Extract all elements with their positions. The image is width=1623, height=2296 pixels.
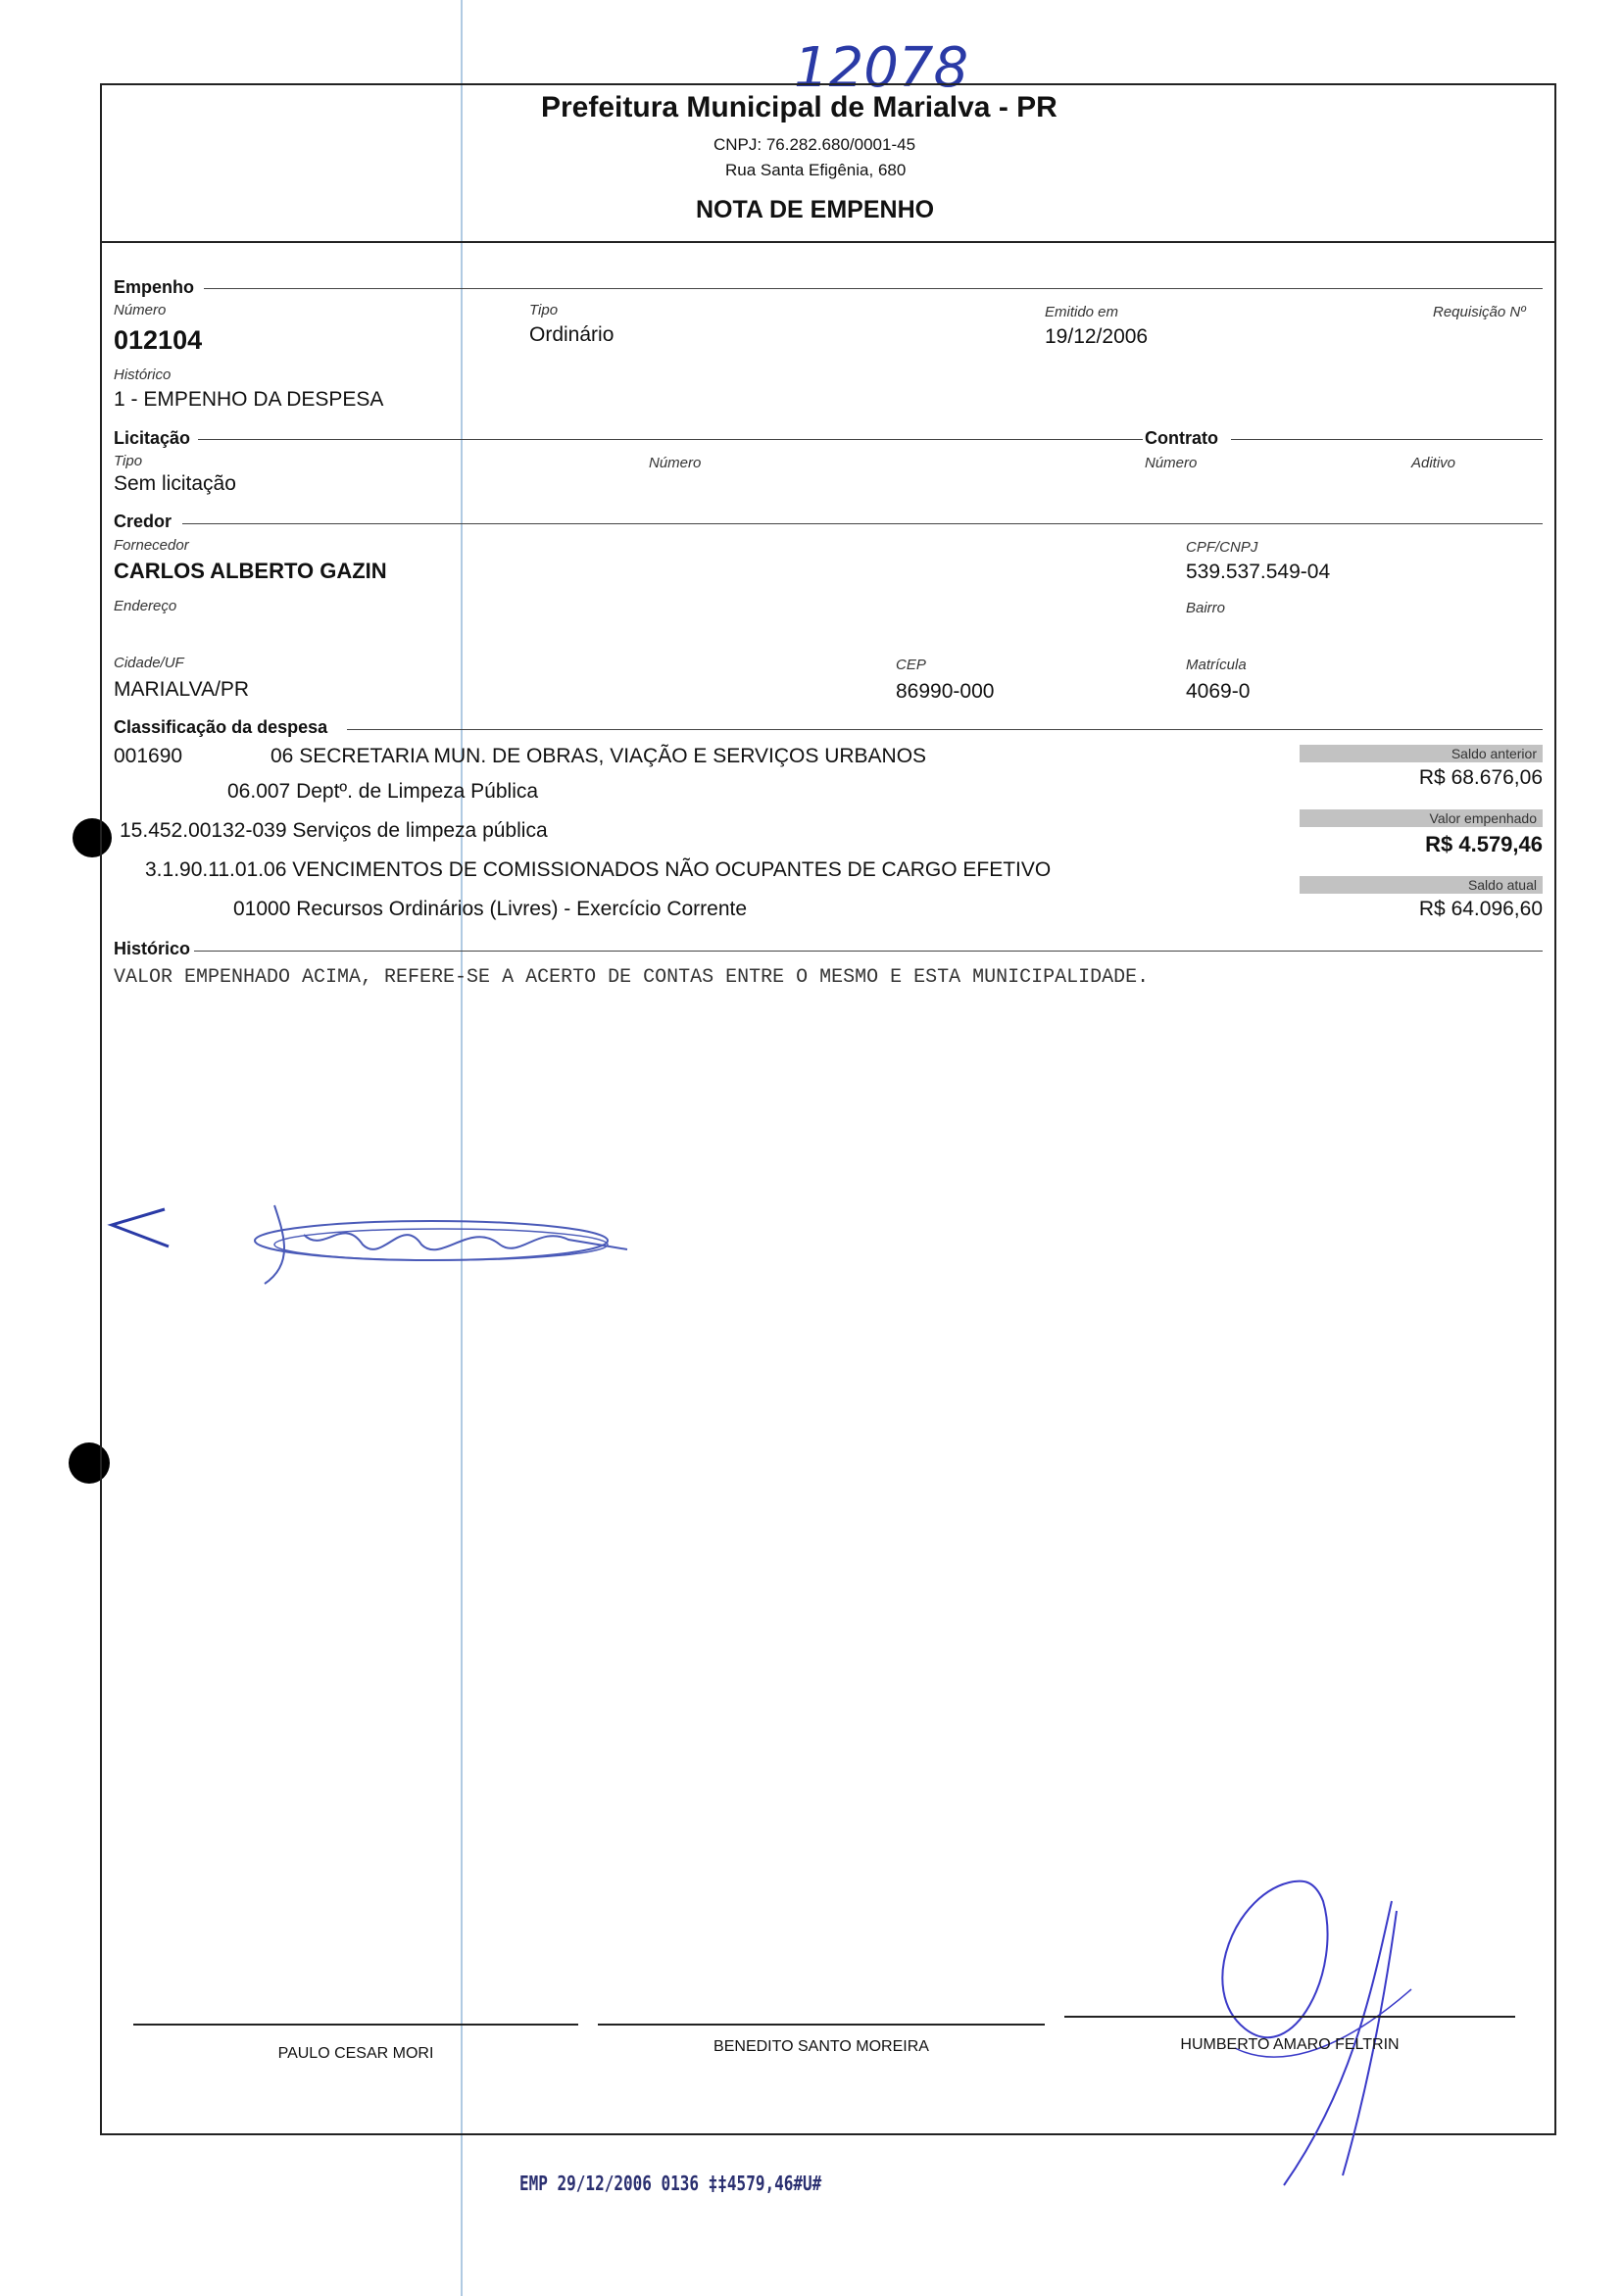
contrato-numero-label: Número xyxy=(1145,455,1198,471)
contrato-aditivo-label: Aditivo xyxy=(1411,455,1456,471)
matricula-value: 4069-0 xyxy=(1186,680,1251,703)
signature-name: PAULO CESAR MORI xyxy=(277,2045,434,2062)
departamento: 06.007 Deptº. de Limpeza Pública xyxy=(227,780,539,803)
cnpj: CNPJ: 76.282.680/0001-45 xyxy=(713,135,916,154)
handwritten-signature xyxy=(245,1196,637,1294)
section-classificacao: Classificação da despesa xyxy=(114,717,328,737)
saldo-atual-label: Saldo atual xyxy=(1300,876,1543,894)
cpf-value: 539.537.549-04 xyxy=(1186,561,1331,583)
projeto: 15.452.00132-039 Serviços de limpeza pública xyxy=(120,819,548,842)
secretaria: 06 SECRETARIA MUN. DE OBRAS, VIAÇÃO E SERVIÇOS URBANOS xyxy=(270,745,927,767)
historico-label: Histórico xyxy=(114,366,172,383)
bairro-label: Bairro xyxy=(1186,600,1226,616)
emitido-label: Emitido em xyxy=(1045,304,1119,320)
section-contrato: Contrato xyxy=(1145,428,1218,448)
cidade-value: MARIALVA/PR xyxy=(114,678,250,701)
section-rule xyxy=(182,523,1543,524)
page-title: Prefeitura Municipal de Marialva - PR xyxy=(541,91,1057,123)
classificacao-code: 001690 xyxy=(114,745,183,767)
licitacao-numero-label: Número xyxy=(649,455,702,471)
section-credor: Credor xyxy=(114,512,172,531)
elemento: 3.1.90.11.01.06 VENCIMENTOS DE COMISSIONADOS NÃO OCUPANTES DE CARGO EFETIVO xyxy=(145,858,1052,881)
empenho-historico: 1 - EMPENHO DA DESPESA xyxy=(114,388,384,411)
address: Rua Santa Efigênia, 680 xyxy=(725,161,907,179)
saldo-anterior: R$ 68.676,06 xyxy=(1418,766,1543,789)
section-rule xyxy=(194,951,1543,952)
empenho-tipo: Ordinário xyxy=(529,323,615,346)
cep-label: CEP xyxy=(896,657,926,673)
licitacao-tipo-label: Tipo xyxy=(114,453,143,469)
doc-title: NOTA DE EMPENHO xyxy=(696,196,935,223)
cidade-label: Cidade/UF xyxy=(114,655,184,671)
endereco-label: Endereço xyxy=(114,598,177,614)
check-mark xyxy=(104,1203,172,1252)
valor-empenhado: R$ 4.579,46 xyxy=(1425,832,1543,856)
fornecedor-label: Fornecedor xyxy=(114,537,189,554)
handwritten-signature xyxy=(1176,1872,1421,2195)
historico-text: VALOR EMPENHADO ACIMA, REFERE-SE A ACERTO DE CONTAS ENTRE O MESMO E ESTA MUNICIPALIDADE. xyxy=(114,966,1150,989)
saldo-anterior-label: Saldo anterior xyxy=(1300,745,1543,762)
valor-empenhado-label: Valor empenhado xyxy=(1300,809,1543,827)
signature-name: HUMBERTO AMARO FELTRIN xyxy=(1180,2036,1400,2053)
signature-line xyxy=(1064,2016,1515,2018)
section-empenho: Empenho xyxy=(114,277,195,297)
licitacao-tipo: Sem licitação xyxy=(114,472,236,495)
section-licitacao: Licitação xyxy=(114,428,191,448)
section-rule xyxy=(198,439,1143,440)
empenho-numero-label: Número xyxy=(114,302,167,318)
saldo-atual: R$ 64.096,60 xyxy=(1418,898,1543,920)
signature-line xyxy=(133,2024,578,2026)
fornecedor-name: CARLOS ALBERTO GAZIN xyxy=(114,559,387,583)
empenho-tipo-label: Tipo xyxy=(529,302,559,318)
requisicao-label: Requisição Nº xyxy=(1433,304,1526,320)
footer-stamp: EMP 29/12/2006 0136 ‡‡4579,46#U# xyxy=(519,2172,822,2195)
signature-line xyxy=(598,2024,1045,2026)
header-divider xyxy=(100,241,1556,243)
section-rule xyxy=(1231,439,1543,440)
empenho-numero: 012104 xyxy=(114,325,203,355)
section-historico: Histórico xyxy=(114,939,191,958)
section-rule xyxy=(204,288,1543,289)
section-rule xyxy=(347,729,1543,730)
matricula-label: Matrícula xyxy=(1186,657,1247,673)
emitido-date: 19/12/2006 xyxy=(1045,325,1149,348)
handwritten-number-text: 12078 xyxy=(794,36,969,98)
cep-value: 86990-000 xyxy=(896,680,995,703)
cpf-label: CPF/CNPJ xyxy=(1186,539,1258,556)
recurso: 01000 Recursos Ordinários (Livres) - Exercício Corrente xyxy=(233,898,748,920)
signature-name: BENEDITO SANTO MOREIRA xyxy=(713,2038,929,2055)
